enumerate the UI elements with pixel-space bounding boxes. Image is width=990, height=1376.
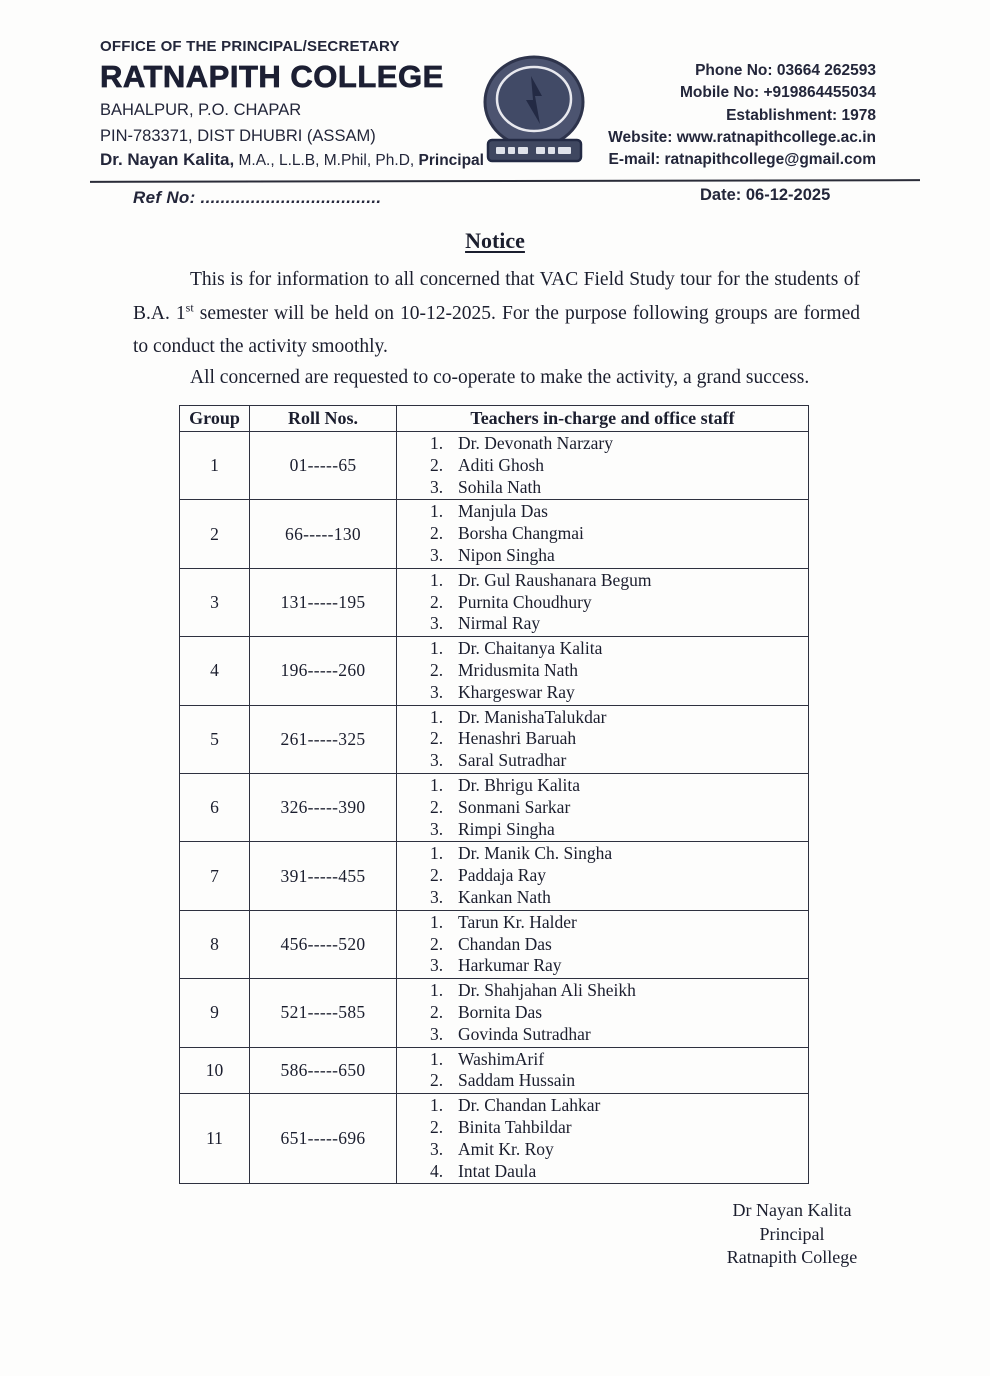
group-row — [180, 568, 809, 636]
principal-line — [100, 150, 484, 170]
staff-member-name: Saral Sutradhar — [458, 750, 567, 771]
staff-member — [430, 955, 804, 977]
signatory-name: Dr Nayan Kalita — [732, 1200, 852, 1220]
staff-member-number: 1. — [430, 638, 444, 659]
office-line: OFFICE OF THE PRINCIPAL/SECRETARY — [100, 38, 400, 55]
roll-range-cell: 196-----260 — [250, 637, 397, 705]
roll-range-cell: 131-----195 — [250, 568, 397, 636]
website-line: Website: www.ratnapithcollege.ac.in — [608, 128, 876, 146]
staff-member-name: Aditi Ghosh — [458, 454, 545, 475]
notice-title: Notice — [465, 228, 525, 253]
letterhead-left — [100, 38, 484, 170]
principal-qualifications: M.A., L.L.B, M.Phil, Ph.D, — [234, 152, 419, 169]
email-line: E-mail: ratnapithcollege@gmail.com — [608, 151, 876, 169]
notice-paragraph-2: All concerned are requested to co-operate to make the activity, a grand success. — [190, 367, 810, 388]
signatory-designation: Principal — [759, 1223, 825, 1244]
staff-member — [430, 775, 804, 797]
staff-member-name: WashimArif — [458, 1048, 545, 1069]
group-row — [180, 705, 809, 773]
header-divider — [90, 179, 920, 183]
staff-member-number: 3. — [430, 544, 444, 565]
staff-member — [430, 1161, 804, 1183]
roll-range-cell: 586-----650 — [250, 1047, 397, 1094]
staff-member — [430, 570, 804, 592]
group-number-cell: 11 — [180, 1094, 250, 1184]
group-row — [180, 910, 809, 978]
groups-table-body — [180, 432, 809, 1184]
staff-member-number: 3. — [430, 1138, 444, 1159]
table-header-row — [180, 406, 809, 432]
staff-member-name: Tarun Kr. Halder — [458, 911, 577, 932]
staff-member — [430, 934, 804, 956]
phone-line: Phone No: 03664 262593 — [695, 62, 876, 79]
staff-member-number: 2. — [430, 728, 444, 749]
staff-member-name: Dr. Chandan Lahkar — [458, 1095, 601, 1116]
staff-member — [430, 592, 804, 614]
staff-member-name: Binita Tahbildar — [458, 1116, 572, 1137]
group-number-cell: 2 — [180, 500, 250, 568]
superscript-st: st — [185, 300, 194, 314]
staff-member — [430, 638, 804, 660]
roll-range-cell: 261-----325 — [250, 705, 397, 773]
letterhead-contact — [608, 60, 876, 171]
staff-member-number: 3. — [430, 750, 444, 771]
group-row — [180, 979, 809, 1047]
staff-member — [430, 613, 804, 635]
staff-member-number: 2. — [430, 523, 444, 544]
staff-member-number: 2. — [430, 796, 444, 817]
staff-list-cell — [397, 568, 809, 636]
mobile-line: Mobile No: +919864455034 — [679, 84, 876, 102]
staff-member-number: 1. — [430, 980, 444, 1001]
staff-member-number: 1. — [430, 433, 444, 453]
staff-member — [430, 707, 804, 729]
staff-member-name: Manjula Das — [458, 501, 548, 522]
signatory-institution: Ratnapith College — [726, 1247, 858, 1267]
group-row — [180, 773, 809, 841]
staff-member-name: Dr. Devonath Narzary — [458, 433, 614, 453]
college-seal-logo — [474, 54, 596, 166]
principal-designation: Principal — [418, 152, 484, 169]
staff-list-cell — [397, 773, 809, 841]
staff-member-name: Rimpi Singha — [458, 818, 555, 839]
staff-member — [430, 455, 804, 477]
signature-block — [694, 1199, 890, 1270]
address-line-1: BAHALPUR, P.O. CHAPAR — [100, 101, 302, 119]
staff-member-number: 2. — [430, 865, 444, 886]
staff-member — [430, 545, 804, 567]
staff-list-cell — [397, 1047, 809, 1094]
staff-member-number: 1. — [430, 569, 444, 590]
header-group: Group — [180, 406, 250, 432]
staff-member-number: 3. — [430, 476, 444, 497]
staff-member — [430, 980, 804, 1002]
staff-member-name: Dr. Gul Raushanara Begum — [458, 569, 652, 590]
group-row — [180, 1047, 809, 1094]
staff-member — [430, 1024, 804, 1046]
roll-range-cell: 391-----455 — [250, 842, 397, 910]
staff-list-cell — [397, 705, 809, 773]
staff-member-number: 2. — [430, 1116, 444, 1137]
notice-paragraph-1: This is for information to all concerned that VAC Field Study tour for the students of B.A. 1st semester will be held on 10-12-2025. For the purpose following groups are formed to conduct the activity smoothly. — [133, 269, 860, 357]
staff-list-cell — [397, 910, 809, 978]
staff-member-name: Nipon Singha — [458, 544, 555, 565]
staff-member-name: Borsha Changmai — [458, 523, 584, 544]
staff-member-number: 4. — [430, 1160, 444, 1181]
staff-member-number: 2. — [430, 1001, 444, 1022]
staff-member-name: Chandan Das — [458, 933, 552, 954]
staff-member — [430, 1095, 804, 1117]
staff-member-name: Intat Daula — [458, 1160, 537, 1181]
staff-member — [430, 797, 804, 819]
staff-member-name: Dr. Shahjahan Ali Sheikh — [458, 980, 636, 1001]
staff-member-name: Nirmal Ray — [458, 613, 541, 634]
staff-member-name: Dr. Chaitanya Kalita — [458, 638, 603, 659]
staff-member-number: 1. — [430, 706, 444, 727]
group-number-cell: 10 — [180, 1047, 250, 1094]
staff-member — [430, 865, 804, 887]
group-row — [180, 1094, 809, 1184]
college-name: RATNAPITH COLLEGE — [100, 59, 444, 94]
staff-member — [430, 433, 804, 455]
group-row — [180, 432, 809, 500]
staff-member-name: Paddaja Ray — [458, 865, 546, 886]
staff-member-name: Saddam Hussain — [458, 1070, 576, 1091]
staff-member-number: 3. — [430, 818, 444, 839]
roll-range-cell: 651-----696 — [250, 1094, 397, 1184]
group-row — [180, 842, 809, 910]
staff-member — [430, 1002, 804, 1024]
principal-name: Dr. Nayan Kalita, — [100, 150, 235, 169]
header-teachers: Teachers in-charge and office staff — [397, 406, 809, 432]
establishment-line: Establishment: 1978 — [726, 106, 876, 124]
staff-member-number: 1. — [430, 1048, 444, 1069]
staff-member-name: Henashri Baruah — [458, 728, 577, 749]
staff-member — [430, 1049, 804, 1071]
staff-member-name: Amit Kr. Roy — [458, 1138, 554, 1159]
staff-member-name: Khargeswar Ray — [458, 681, 575, 702]
staff-member-name: Dr. Manik Ch. Singha — [458, 843, 613, 864]
staff-member-name: Mridusmita Nath — [458, 659, 579, 680]
staff-member — [430, 728, 804, 750]
staff-list-cell — [397, 432, 809, 500]
staff-member — [430, 750, 804, 772]
staff-member-number: 2. — [430, 933, 444, 954]
staff-member-name: Purnita Choudhury — [458, 591, 592, 612]
roll-range-cell: 326-----390 — [250, 773, 397, 841]
group-number-cell: 7 — [180, 842, 250, 910]
group-row — [180, 500, 809, 568]
staff-member-number: 3. — [430, 955, 444, 976]
staff-member-name: Sonmani Sarkar — [458, 796, 571, 817]
header-roll-nos: Roll Nos. — [250, 406, 397, 432]
staff-member-number: 3. — [430, 1023, 444, 1044]
group-number-cell: 3 — [180, 568, 250, 636]
staff-member-number: 1. — [430, 1095, 444, 1116]
ref-no-line: Ref No: .................................... — [133, 188, 382, 207]
staff-member — [430, 887, 804, 909]
staff-member-name: Kankan Nath — [458, 886, 551, 907]
staff-member-number: 2. — [430, 591, 444, 612]
staff-member-number: 2. — [430, 454, 444, 475]
staff-member-number: 2. — [430, 659, 444, 680]
roll-range-cell: 521-----585 — [250, 979, 397, 1047]
staff-member-name: Sohila Nath — [458, 476, 542, 497]
staff-member-name: Dr. ManishaTalukdar — [458, 706, 607, 727]
staff-member-number: 3. — [430, 613, 444, 634]
group-number-cell: 5 — [180, 705, 250, 773]
groups-table — [179, 405, 809, 1184]
staff-member-number: 1. — [430, 911, 444, 932]
staff-member-number: 3. — [430, 886, 444, 907]
staff-member — [430, 1117, 804, 1139]
group-number-cell: 8 — [180, 910, 250, 978]
staff-member — [430, 501, 804, 523]
group-number-cell: 9 — [180, 979, 250, 1047]
staff-member-name: Harkumar Ray — [458, 955, 562, 976]
staff-member — [430, 1139, 804, 1161]
staff-list-cell — [397, 1094, 809, 1184]
staff-member — [430, 523, 804, 545]
roll-range-cell: 456-----520 — [250, 910, 397, 978]
group-row — [180, 637, 809, 705]
staff-list-cell — [397, 842, 809, 910]
date-line: Date: 06-12-2025 — [700, 186, 831, 204]
roll-range-cell: 66-----130 — [250, 500, 397, 568]
staff-member-number: 1. — [430, 501, 444, 522]
staff-list-cell — [397, 979, 809, 1047]
staff-member-number: 1. — [430, 843, 444, 864]
staff-member — [430, 912, 804, 934]
college-seal-icon — [474, 54, 596, 166]
staff-member — [430, 843, 804, 865]
staff-member-number: 1. — [430, 774, 444, 795]
staff-member-number: 2. — [430, 1070, 444, 1091]
staff-member — [430, 819, 804, 841]
group-number-cell: 1 — [180, 432, 250, 500]
group-number-cell: 4 — [180, 637, 250, 705]
staff-list-cell — [397, 500, 809, 568]
staff-member-number: 3. — [430, 681, 444, 702]
group-number-cell: 6 — [180, 773, 250, 841]
staff-member — [430, 477, 804, 499]
roll-range-cell: 01-----65 — [250, 432, 397, 500]
staff-member — [430, 660, 804, 682]
staff-member-name: Dr. Bhrigu Kalita — [458, 774, 580, 795]
staff-list-cell — [397, 637, 809, 705]
staff-member-name: Bornita Das — [458, 1001, 543, 1022]
staff-member — [430, 682, 804, 704]
staff-member-name: Govinda Sutradhar — [458, 1023, 591, 1044]
staff-member — [430, 1070, 804, 1092]
address-line-2: PIN-783371, DIST DHUBRI (ASSAM) — [100, 127, 376, 145]
